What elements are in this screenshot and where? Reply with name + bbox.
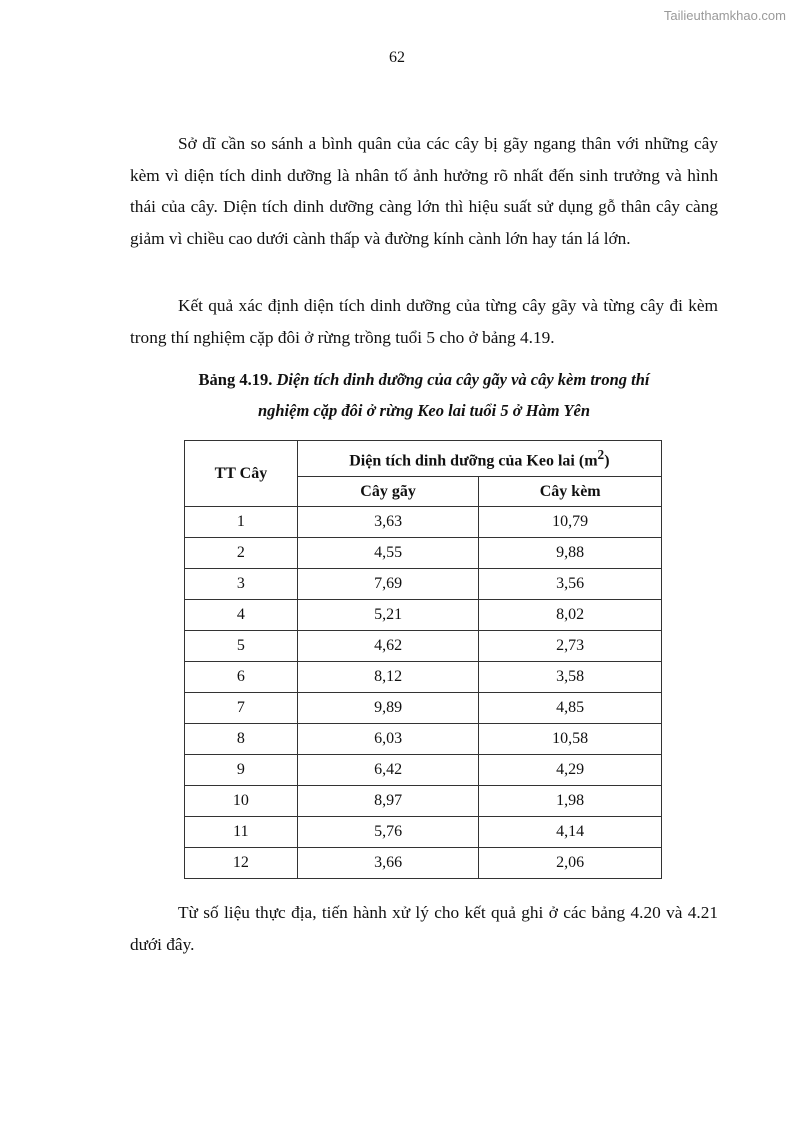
cell-companion: 3,56 <box>479 569 662 600</box>
cell-broken: 3,63 <box>297 507 479 538</box>
cell-tt: 1 <box>185 507 298 538</box>
cell-tt: 3 <box>185 569 298 600</box>
cell-broken: 5,76 <box>297 817 479 848</box>
cell-tt: 7 <box>185 693 298 724</box>
cell-companion: 4,29 <box>479 755 662 786</box>
header-cay-gay: Cây gãy <box>297 477 479 507</box>
cell-broken: 7,69 <box>297 569 479 600</box>
cell-companion: 3,58 <box>479 662 662 693</box>
table-row <box>185 569 662 600</box>
cell-broken: 8,97 <box>297 786 479 817</box>
table-row <box>185 817 662 848</box>
table-row <box>185 848 662 879</box>
cell-broken: 3,66 <box>297 848 479 879</box>
cell-tt: 9 <box>185 755 298 786</box>
cell-companion: 2,73 <box>479 631 662 662</box>
cell-tt: 6 <box>185 662 298 693</box>
nutrition-area-table <box>184 440 662 879</box>
table-row <box>185 693 662 724</box>
table-caption <box>130 364 718 426</box>
cell-companion: 10,79 <box>479 507 662 538</box>
paragraph-intro: Sở dĩ cần so sánh a bình quân của các cây bị gãy ngang thân với những cây kèm vì diện tích dinh dưỡng là nhân tố ảnh hưởng rõ nhất đến sinh trưởng và hình thái của cây. Diện tích dinh dưỡng càng lớn thì hiệu suất sử dụng gỗ thân cây càng giảm vì chiều cao dưới cành thấp và đường kính cành lớn hay tán lá lớn. <box>130 134 718 248</box>
cell-tt: 10 <box>185 786 298 817</box>
cell-companion: 1,98 <box>479 786 662 817</box>
header-nutrition-area-close: ) <box>604 452 610 470</box>
cell-tt: 8 <box>185 724 298 755</box>
cell-tt: 4 <box>185 600 298 631</box>
header-nutrition-area-text: Diện tích dinh dưỡng của Keo lai (m <box>349 452 598 470</box>
header-tt-cay: TT Cây <box>185 441 298 507</box>
cell-tt: 5 <box>185 631 298 662</box>
paragraph-results: Kết quả xác định diện tích dinh dưỡng của từng cây gãy và từng cây đi kèm trong thí nghiệm cặp đôi ở rừng trồng tuổi 5 cho ở bảng 4.19. <box>130 296 718 347</box>
cell-broken: 4,62 <box>297 631 479 662</box>
table-row <box>185 600 662 631</box>
cell-tt: 2 <box>185 538 298 569</box>
table-caption-label: Bảng 4.19. <box>198 370 273 389</box>
cell-companion: 4,14 <box>479 817 662 848</box>
cell-broken: 6,42 <box>297 755 479 786</box>
header-nutrition-area <box>297 441 661 477</box>
page-number: 62 <box>389 49 405 66</box>
cell-broken: 8,12 <box>297 662 479 693</box>
cell-broken: 9,89 <box>297 693 479 724</box>
table-row <box>185 724 662 755</box>
header-unit-superscript: 2 <box>597 446 605 462</box>
cell-broken: 6,03 <box>297 724 479 755</box>
cell-broken: 5,21 <box>297 600 479 631</box>
cell-companion: 2,06 <box>479 848 662 879</box>
cell-tt: 11 <box>185 817 298 848</box>
watermark: Tailieuthamkhao.com <box>663 8 786 23</box>
paragraph-conclusion: Từ số liệu thực địa, tiến hành xử lý cho kết quả ghi ở các bảng 4.20 và 4.21 dưới đây. <box>130 903 718 954</box>
table-caption-title-line1: Diện tích dinh dưỡng của cây gãy và cây kèm trong thí <box>276 370 650 389</box>
cell-companion: 9,88 <box>479 538 662 569</box>
table-row <box>185 662 662 693</box>
table-row <box>185 507 662 538</box>
header-cay-kem: Cây kèm <box>479 477 662 507</box>
cell-tt: 12 <box>185 848 298 879</box>
cell-broken: 4,55 <box>297 538 479 569</box>
table-body <box>185 507 662 879</box>
cell-companion: 8,02 <box>479 600 662 631</box>
table-row <box>185 631 662 662</box>
cell-companion: 4,85 <box>479 693 662 724</box>
table-row <box>185 538 662 569</box>
table-row <box>185 786 662 817</box>
table-caption-title-line2: nghiệm cặp đôi ở rừng Keo lai tuổi 5 ở Hàm Yên <box>257 401 591 420</box>
table-row <box>185 755 662 786</box>
cell-companion: 10,58 <box>479 724 662 755</box>
